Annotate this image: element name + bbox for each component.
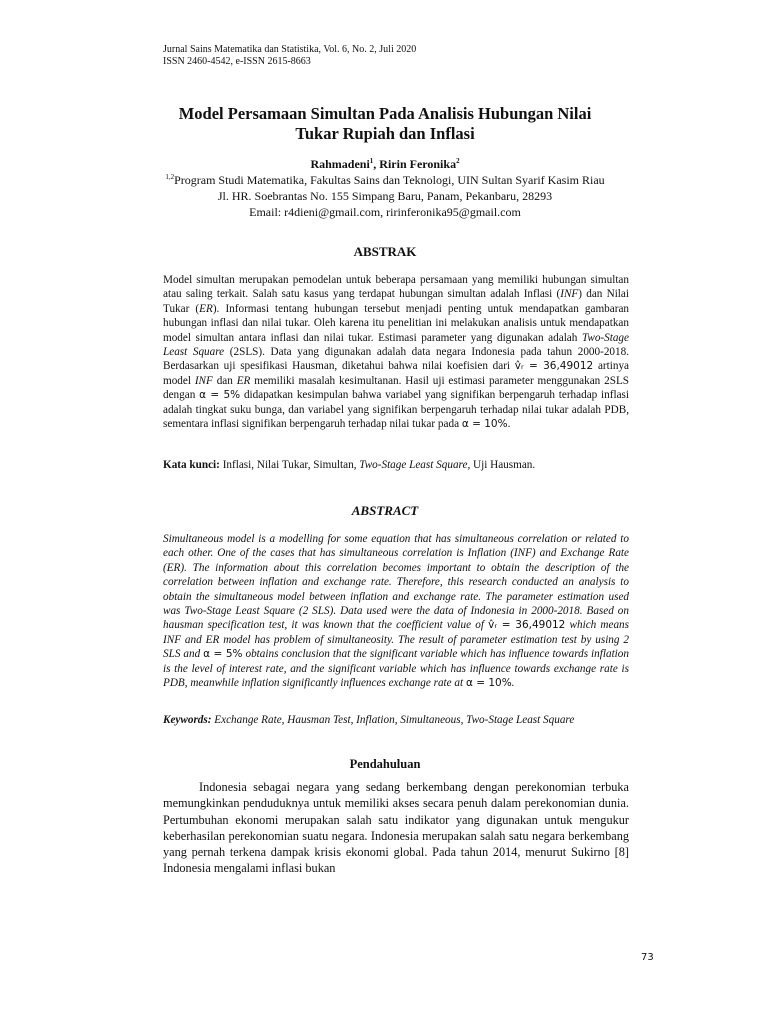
abstrak-er: ER [236, 374, 251, 387]
author-2-sup: 2 [456, 157, 460, 165]
abstract-alpha-5: α = 5% [203, 648, 243, 661]
abstract-coefficient: v̂ᵣ = 36,49012 [488, 619, 566, 632]
kata-kunci-label: Kata kunci: [163, 459, 220, 471]
paper-title [150, 104, 620, 144]
pendahuluan-heading: Pendahuluan [349, 757, 421, 771]
abstrak-er: ER [199, 302, 213, 315]
abstract-text: which means INF and ER model has problem of simultaneosity. The result of parameter estimation test by using 2 SLS and [163, 619, 630, 661]
abstrak-text: (2SLS). Data yang digunakan adalah data negara Indonesia pada tahun 2000-2018. Berdasarkan uji spesifikasi Hausman, diketahui bahwa nilai koefisien dari [163, 346, 629, 373]
abstract-paragraph [163, 532, 629, 690]
abstrak-alpha-5: α = 5% [199, 389, 241, 402]
abstract-text: Simultaneous model is a modelling for some equation that has simultaneous correlation or related to each other. One of the cases that has simultaneous correlation is Inflation (INF) and Exchange Rate (ER). The information about this correlation becomes important to obtain the description of the correlation between inflation and exchange rate. Therefore, this research conducted an analysis to obtain the simultaneous model between inflation and exchange rate. The parameter estimation used was Two-Stage Least Square (2 SLS). Data used were the data of Indonesia in 2000-2018. Based on hausman specification test, it was known that the coefficient value of [163, 533, 629, 632]
abstrak-text: memiliki masalah kesimultanan. Hasil uji estimasi parameter menggunakan 2SLS dengan [163, 374, 630, 402]
author-separator: , [373, 157, 380, 171]
keywords-text: Exchange Rate, Hausman Test, Inflation, Simultaneous, Two-Stage Least Square [211, 714, 575, 726]
affiliation-text: Program Studi Matematika, Fakultas Sains dan Teknologi, UIN Sultan Syarif Kasim Riau [174, 173, 605, 187]
affiliation [150, 172, 620, 188]
abstrak-text: ) dan Nilai Tukar ( [163, 288, 629, 315]
address: Jl. HR. Soebrantas No. 155 Simpang Baru, Panam, Pekanbaru, 28293 [217, 189, 553, 203]
abstrak-inf: INF [194, 374, 213, 387]
author-2: Ririn Feronika [379, 157, 457, 171]
abstrak-text: dan [212, 374, 237, 387]
abstrak-text: ). Informasi tentang hubungan tersebut menjadi penting untuk mendapatkan gambaran hubungan inflasi dan nilai tukar. Oleh karena itu penelitian ini melakukan analisis untuk mendapatkan model simultan antara inflasi dan nilai tukar. Estimasi parameter yang digunakan adalah [163, 302, 630, 344]
author-names [150, 156, 620, 172]
abstract-heading: ABSTRACT [351, 503, 419, 518]
abstrak-text: artinya model [163, 360, 630, 387]
author-1-sup: 1 [369, 157, 374, 165]
paper-title-line-2: Tukar Rupiah dan Inflasi [295, 124, 475, 143]
abstrak-alpha-10: α = 10% [461, 418, 508, 431]
kata-kunci-method: Two-Stage Least Square [359, 459, 468, 471]
kata-kunci-text: Inflasi, Nilai Tukar, Simultan, [219, 459, 360, 471]
email: Email: r4dieni@gmail.com, ririnferonika95@gmail.com [249, 205, 521, 219]
abstrak-heading: ABSTRAK [353, 244, 417, 259]
paper-title-line-1: Model Persamaan Simultan Pada Analisis Hubungan Nilai [178, 104, 592, 123]
author-1: Rahmadeni [310, 157, 370, 171]
abstract-text: obtains conclusion that the significant variable which has influence towards inflation is the level of interest rate, and the significant variable which has influence towards exchange rate is PDB, meanwhile inflation significantly influences exchange rate at [163, 648, 629, 690]
keywords-label: Keywords: [163, 714, 212, 726]
abstrak-coefficient: v̂ᵣ = 36,49012 [514, 360, 594, 373]
abstrak-inf: INF [560, 288, 579, 301]
journal-issn: ISSN 2460-4542, e-ISSN 2615-8663 [163, 56, 311, 67]
abstrak-text: didapatkan kesimpulan bahwa variabel yang signifikan berpengaruh terhadap inflasi adalah tingkat suku bunga, dan variabel yang signifikan berpengaruh terhadap nilai tukar adalah PDB, sementara inflasi signifikan berpengaruh terhadap nilai tukar pada [163, 389, 630, 431]
abstract-text: . [511, 677, 515, 690]
abstrak-method: Two-Stage Least Square [163, 331, 629, 359]
kata-kunci-text: , Uji Hausman. [467, 459, 536, 471]
journal-header [163, 44, 416, 68]
kata-kunci [163, 458, 629, 472]
page-number: 73 [641, 952, 654, 963]
abstrak-text: . [507, 418, 511, 431]
keywords [163, 713, 629, 727]
abstrak-paragraph [163, 273, 629, 431]
author-block [150, 156, 620, 220]
abstrak-text: Model simultan merupakan pemodelan untuk beberapa persamaan yang memiliki hubungan simultan atau saling terkait. Salah satu kasus yang terdapat hubungan simultan adalah Inflasi ( [163, 274, 629, 301]
journal-citation: Jurnal Sains Matematika dan Statistika, Vol. 6, No. 2, Juli 2020 [163, 44, 417, 55]
pendahuluan-paragraph: Indonesia sebagai negara yang sedang berkembang dengan perekonomian terbuka memungkinkan penduduknya untuk memiliki akses secara penuh dalam perekonomian dunia. Pertumbuhan ekonomi merupakan salah satu indikator yang digunakan untuk mengukur keberhasilan perekonomian suatu negara. Indonesia merupakan salah satu negara berkembang yang pernah terkena dampak krisis ekonomi global. Pada tahun 2014, menurut Sukirno [8] Indonesia mengalami inflasi bukan [163, 780, 629, 876]
affiliation-sup: 1,2 [165, 173, 175, 181]
abstract-alpha-10: α = 10% [465, 677, 512, 690]
